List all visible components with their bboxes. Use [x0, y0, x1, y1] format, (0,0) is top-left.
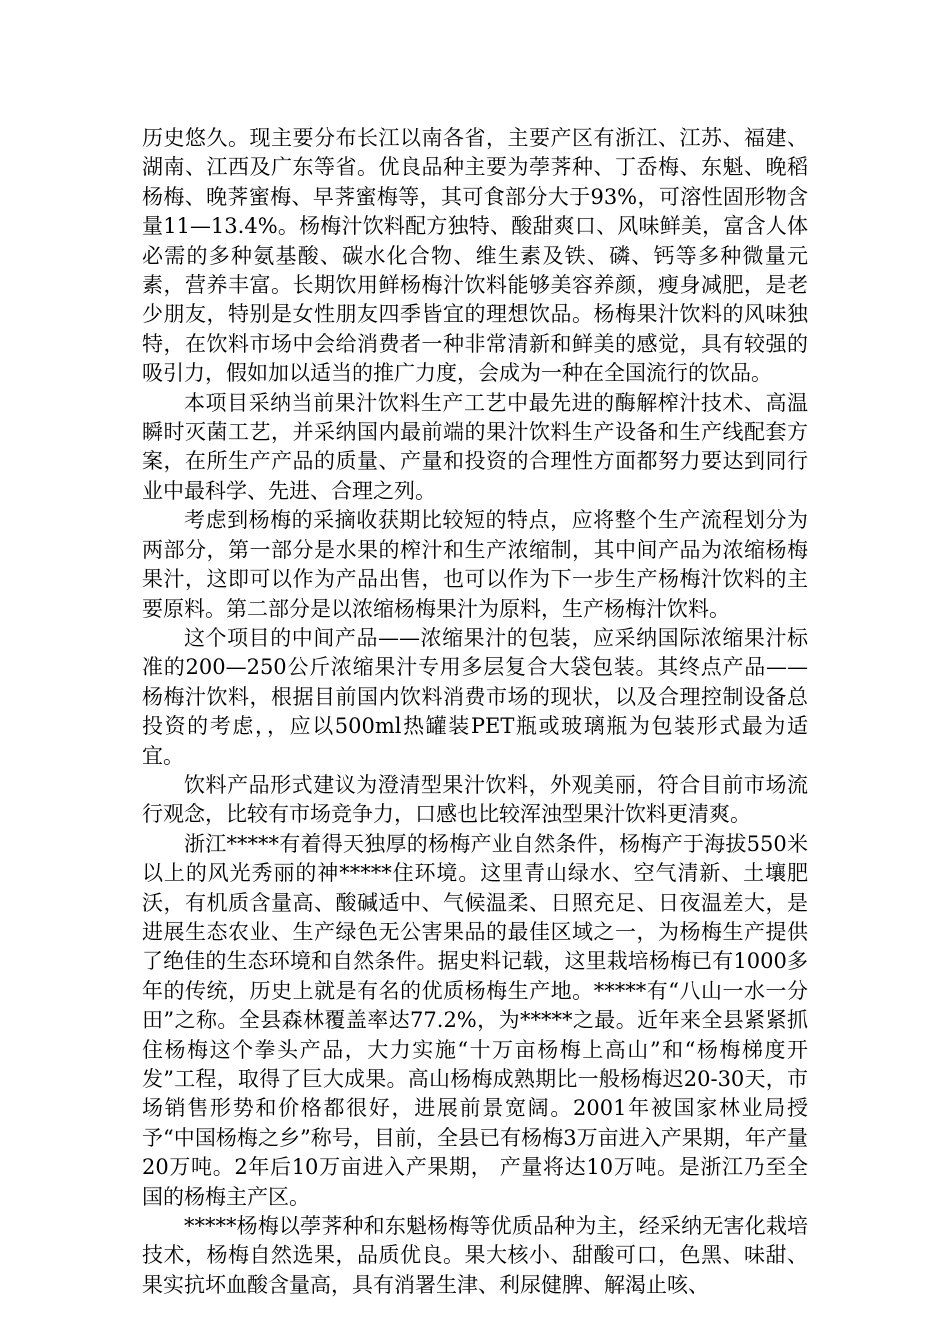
paragraph-product-form: 饮料产品形式建议为澄清型果汁饮料，外观美丽，符合目前市场流行观念，比较有市场竞争力，口感也比较浑浊型果汁饮料更清爽。	[142, 772, 808, 827]
paragraph-packaging: 这个项目的中间产品——浓缩果汁的包装，应采纳国际浓缩果汁标准的200—250公斤浓缩果汁专用多层复合大袋包装。其终点产品——杨梅汁饮料，根据目前国内饮料消费市场的现状，以及合理控制设备总投资的考虑，，应以500ml热罐装PET瓶或玻璃瓶为包装形式最为适宜。	[142, 625, 808, 768]
paragraph-region: 浙江*****有着得天独厚的杨梅产业自然条件，杨梅产于海拔550米以上的风光秀丽的神*****住环境。这里青山绿水、空气清新、土壤肥沃，有机质含量高、酸碱适中、气候温柔、日照充足、日夜温差大，是进展生态农业、生产绿色无公害果品的最佳区域之一，为杨梅生产提供了绝佳的生态环境和自然条件。据史料记载，这里栽培杨梅已有1000多年的传统，历史上就是有名的优质杨梅生产地。*****有“八山一水一分田”之称。全县森林覆盖率达77.2%，为*****之最。近年来全县紧紧抓住杨梅这个拳头产品，大力实施“十万亩杨梅上高山”和“杨梅梯度开发”工程，取得了巨大成果。高山杨梅成熟期比一般杨梅迟20-30天，市场销售形势和价格都很好，进展前景宽阔。2001年被国家林业局授予“中国杨梅之乡”称号，目前，全县已有杨梅3万亩进入产果期，年产量20万吨。2年后10万亩进入产果期， 产量将达10万吨。是浙江乃至全国的杨梅主产区。	[142, 831, 808, 1209]
paragraph-process: 考虑到杨梅的采摘收获期比较短的特点，应将整个生产流程划分为两部分，第一部分是水果的榨汁和生产浓缩制，其中间产品为浓缩杨梅果汁，这即可以作为产品出售，也可以作为下一步生产杨梅汁饮料的主要原料。第二部分是以浓缩杨梅果汁为原料，生产杨梅汁饮料。	[142, 508, 808, 621]
paragraph-history: 历史悠久。现主要分布长江以南各省，主要产区有浙江、江苏、福建、湖南、江西及广东等省。优良品种主要为荸荠种、丁岙梅、东魁、晚稻杨梅、晚荠蜜梅、早荠蜜梅等，其可食部分大于93%，可溶性固形物含量11—13.4%。杨梅汁饮料配方独特、酸甜爽口、风味鲜美，富含人体必需的多种氨基酸、碳水化合物、维生素及铁、磷、钙等多种微量元素，营养丰富。长期饮用鲜杨梅汁饮料能够美容养颜，瘦身减肥，是老少朋友，特别是女性朋友四季皆宜的理想饮品。杨梅果汁饮料的风味独特，在饮料市场中会给消费者一种非常清新和鲜美的感觉，具有较强的吸引力，假如加以适当的推广力度，会成为一种在全国流行的饮品。	[142, 126, 808, 386]
paragraph-technology: 本项目采纳当前果汁饮料生产工艺中最先进的酶解榨汁技术、高温瞬时灭菌工艺，并采纳国内最前端的果汁饮料生产设备和生产线配套方案，在所生产产品的质量、产量和投资的合理性方面都努力要达到同行业中最科学、先进、合理之列。	[142, 390, 808, 503]
paragraph-varieties: *****杨梅以荸荠种和东魁杨梅等优质品种为主，经采纳无害化栽培技术，杨梅自然选果，品质优良。果大核小、甜酸可口，色黑、味甜、果实抗坏血酸含量高，具有消署生津、利尿健脾、解渴止咳、	[142, 1214, 808, 1297]
document-page	[142, 124, 808, 1300]
